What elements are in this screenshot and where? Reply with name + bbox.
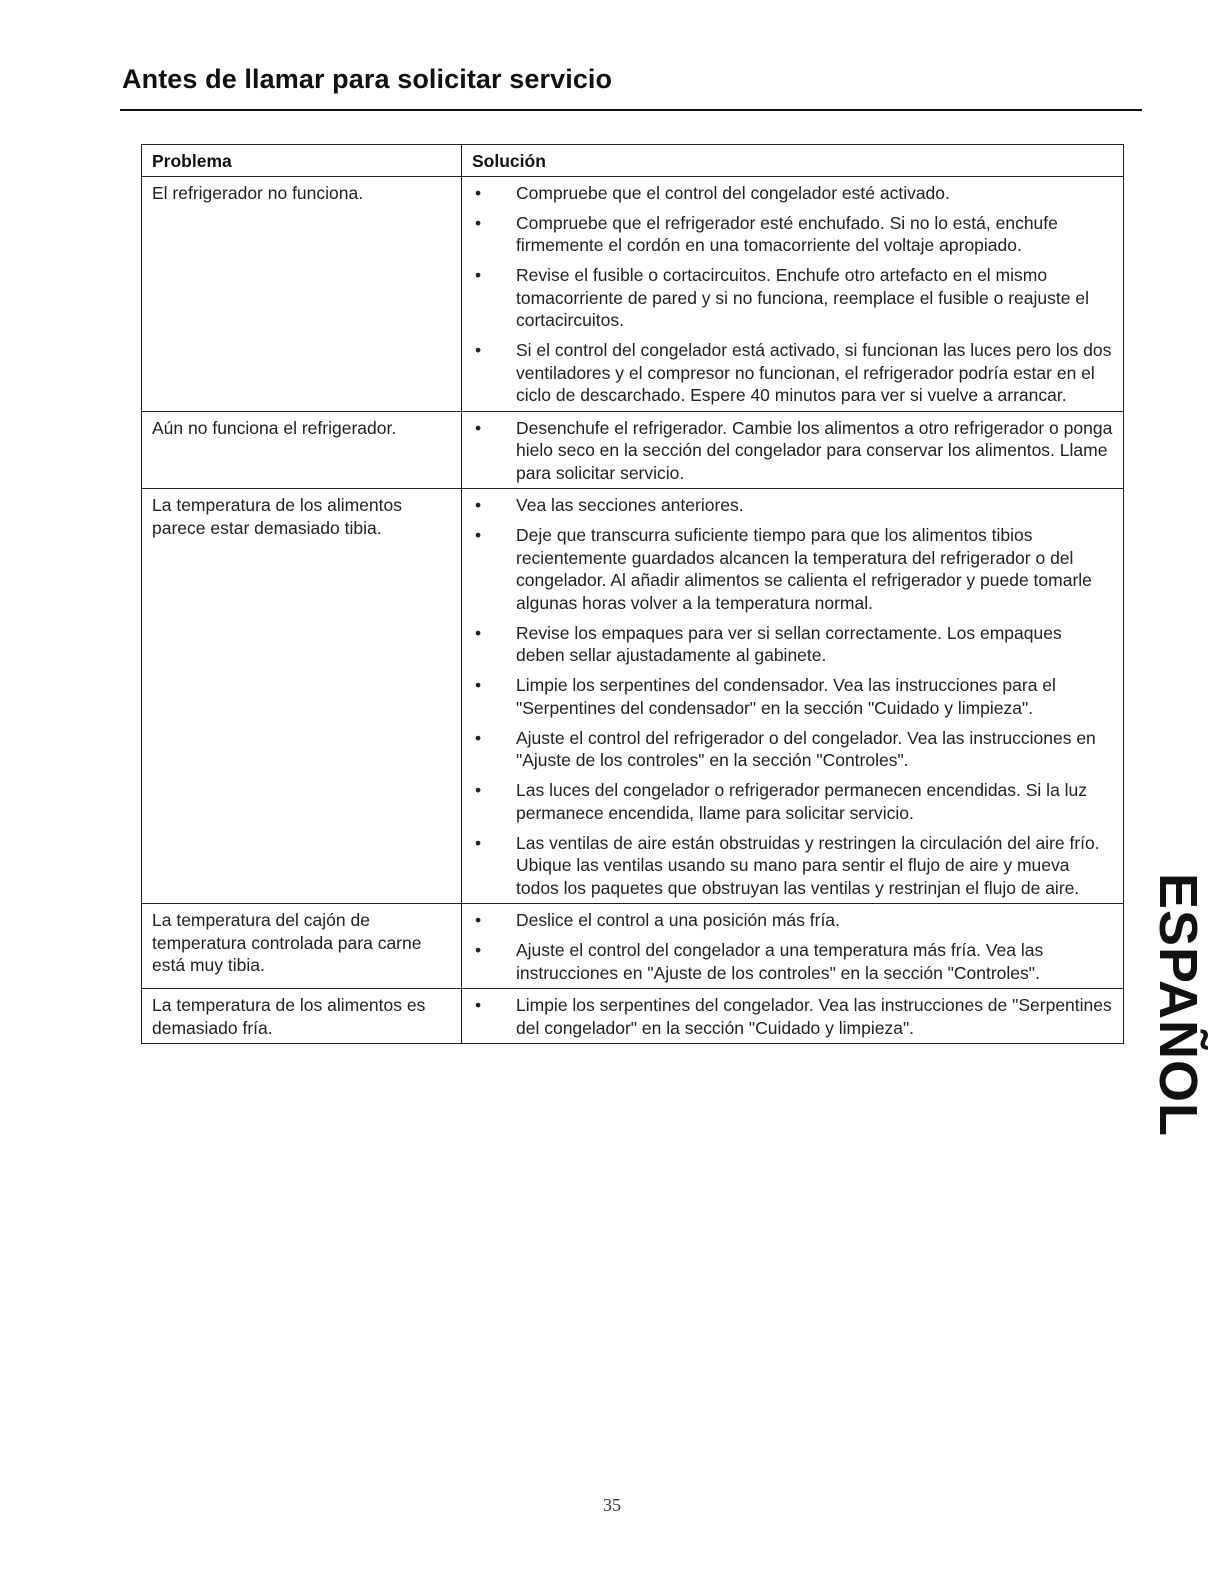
troubleshooting-table: [141, 144, 1124, 1044]
problem-cell: La temperatura de los alimentos parece estar demasiado tibia.: [142, 489, 462, 904]
solution-item: [462, 524, 1115, 614]
solution-item: [462, 339, 1115, 407]
solution-item: [462, 264, 1115, 332]
bullet-icon: •: [475, 182, 482, 203]
solution-item: [462, 994, 1115, 1039]
page-title: Antes de llamar para solicitar servicio: [122, 64, 613, 94]
solution-cell: [462, 411, 1124, 489]
bullet-icon: •: [475, 622, 482, 643]
table-body: [142, 176, 1124, 1044]
bullet-icon: •: [475, 940, 482, 960]
bullet-icon: •: [475, 265, 482, 285]
solution-text: Vea las secciones anteriores.: [516, 495, 744, 515]
solution-cell: [462, 489, 1124, 904]
solution-text: Desenchufe el refrigerador. Cambie los alimentos a otro refrigerador o ponga hielo seco en la sección del congelador para conservar los alimentos. Llame para solicitar servicio.: [516, 417, 1113, 483]
problem-column-header: Problema: [142, 145, 462, 177]
solution-item: [462, 939, 1115, 984]
solution-text: Limpie los serpentines del congelador. Vea las instrucciones de "Serpentines del congelador" en la sección "Cuidado y limpieza".: [516, 995, 1112, 1038]
solution-column-header: Solución: [462, 145, 1124, 177]
solution-text: Limpie los serpentines del condensador. Vea las instrucciones para el "Serpentines del condensador" en la sección "Cuidado y limpieza".: [516, 675, 1056, 718]
solution-list: [462, 494, 1115, 899]
solution-item: [462, 727, 1115, 772]
solution-item: [462, 622, 1115, 667]
problem-cell: Aún no funciona el refrigerador.: [142, 411, 462, 489]
solution-item: [462, 674, 1115, 719]
solution-list: [462, 417, 1115, 485]
problem-cell: La temperatura del cajón de temperatura controlada para carne está muy tibia.: [142, 904, 462, 989]
solution-list: [462, 182, 1115, 407]
bullet-icon: •: [475, 832, 482, 853]
problem-cell: El refrigerador no funciona.: [142, 176, 462, 411]
solution-text: Revise los empaques para ver si sellan correctamente. Los empaques deben sellar ajustadamente al gabinete.: [516, 622, 1062, 665]
title-divider: [120, 109, 1142, 111]
bullet-icon: •: [475, 417, 482, 438]
table-row: [142, 489, 1124, 904]
table-row: [142, 989, 1124, 1044]
solution-item: [462, 779, 1115, 824]
solution-item: [462, 417, 1115, 485]
bullet-icon: •: [475, 525, 482, 545]
solution-list: [462, 994, 1115, 1039]
table-row: [142, 904, 1124, 989]
solution-item: [462, 909, 1115, 932]
table-row: [142, 411, 1124, 489]
bullet-icon: •: [475, 780, 482, 800]
solution-text: Ajuste el control del congelador a una temperatura más fría. Vea las instrucciones en "Ajuste de los controles" en la sección "Controles".: [516, 940, 1044, 983]
solution-text: Ajuste el control del refrigerador o del congelador. Vea las instrucciones en "Ajuste de los controles" en la sección "Controles".: [516, 727, 1096, 770]
language-tab-label: ESPAÑOL: [1148, 872, 1208, 1138]
bullet-icon: •: [475, 910, 482, 930]
solution-text: Revise el fusible o cortacircuitos. Enchufe otro artefacto en el mismo tomacorriente de pared y si no funciona, reemplace el fusible o reajuste el cortacircuitos.: [516, 265, 1089, 330]
bullet-icon: •: [475, 675, 482, 695]
solution-item: [462, 494, 1115, 517]
solution-cell: [462, 904, 1124, 989]
solution-cell: [462, 176, 1124, 411]
solution-text: Compruebe que el control del congelador esté activado.: [516, 182, 950, 203]
solution-cell: [462, 989, 1124, 1044]
table-row: [142, 176, 1124, 411]
bullet-icon: •: [475, 340, 482, 360]
solution-text: Deje que transcurra suficiente tiempo para que los alimentos tibios recientemente guardados alcancen la temperatura del refrigerador o del congelador. Al añadir alimentos se calienta el refrigerador y puede tomarle algunas horas volver a la temperatura normal.: [516, 525, 1092, 613]
language-section-tab: [1148, 872, 1208, 1138]
solution-text: Compruebe que el refrigerador esté enchufado. Si no lo está, enchufe firmemente el cordón en una tomacorriente del voltaje apropiado.: [516, 212, 1058, 255]
solution-text: Deslice el control a una posición más fría.: [516, 910, 840, 930]
solution-text: Si el control del congelador está activado, si funcionan las luces pero los dos ventiladores y el compresor no funcionan, el refrigerador podría estar en el ciclo de descarchado. Espere 40 minutos para ver si vuelve a arrancar.: [516, 340, 1112, 405]
bullet-icon: •: [475, 212, 482, 233]
solution-text: Las ventilas de aire están obstruidas y restringen la circulación del aire frío. Ubique las ventilas usando su mano para sentir el flujo de aire y mueva todos los paquetes que obstruyan las ventilas y restrinjan el flujo de aire.: [516, 832, 1100, 898]
bullet-icon: •: [475, 995, 482, 1015]
solution-item: [462, 832, 1115, 900]
solution-item: [462, 212, 1115, 257]
solution-list: [462, 909, 1115, 984]
problem-cell: La temperatura de los alimentos es demasiado fría.: [142, 989, 462, 1044]
solution-item: [462, 182, 1115, 205]
page-number: 35: [603, 1495, 621, 1515]
solution-text: Las luces del congelador o refrigerador permanecen encendidas. Si la luz permanece encendida, llame para solicitar servicio.: [516, 780, 1088, 823]
bullet-icon: •: [475, 727, 482, 748]
bullet-icon: •: [475, 495, 482, 515]
table-header-row: [142, 145, 1124, 177]
